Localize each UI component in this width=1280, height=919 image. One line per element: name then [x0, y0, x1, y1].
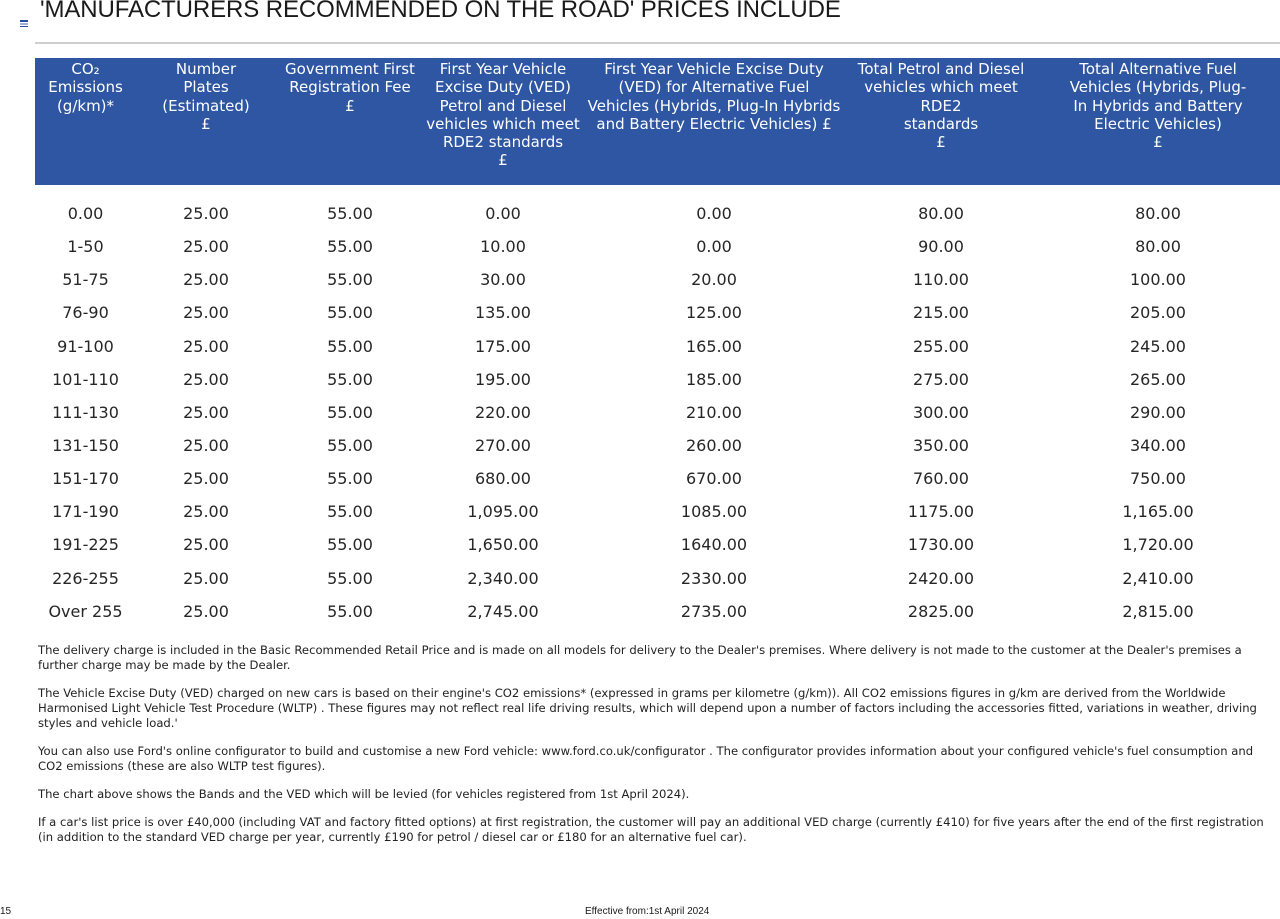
table-body [35, 185, 1280, 628]
table-row [35, 528, 1280, 561]
price-cell: 0.00 [485, 204, 521, 224]
column-header-line: £ [498, 151, 508, 170]
co2-band-cell: 226-255 [52, 568, 119, 588]
price-cell: 55.00 [327, 601, 373, 621]
column-header-line: Vehicles (Hybrids, Plug-In Hybrids [587, 96, 841, 115]
co2-band-cell: 191-225 [52, 535, 119, 555]
table-row [35, 296, 1280, 329]
price-cell: 275.00 [913, 369, 969, 389]
price-cell: 55.00 [327, 237, 373, 257]
page-number: 15 [0, 906, 12, 917]
column-header-line: Vehicles (Hybrids, Plug- [1069, 78, 1247, 97]
column-header [136, 58, 276, 185]
price-cell: 55.00 [327, 568, 373, 588]
price-cell: 2735.00 [680, 601, 748, 621]
price-cell: 255.00 [913, 336, 969, 356]
price-cell: 215.00 [913, 303, 969, 323]
price-cell: 260.00 [686, 436, 742, 456]
column-header-line: (Estimated) [162, 96, 250, 115]
price-cell: 80.00 [1135, 204, 1181, 224]
price-cell: 25.00 [183, 303, 229, 323]
price-cell: 25.00 [183, 270, 229, 290]
column-header-line: £ [345, 96, 355, 115]
price-cell: 55.00 [327, 204, 373, 224]
column-header-line: Excise Duty (VED) [435, 78, 571, 97]
effective-date: Effective from:1st April 2024 [585, 906, 710, 917]
price-cell: 2,745.00 [467, 601, 539, 621]
column-header-line: (g/km)* [56, 96, 115, 115]
price-cell: 195.00 [475, 369, 531, 389]
column-header-line: and Battery Electric Vehicles) £ [596, 114, 832, 133]
price-cell: 205.00 [1130, 303, 1186, 323]
co2-band-cell: 151-170 [52, 469, 119, 489]
price-cell: 1,720.00 [1122, 535, 1194, 555]
column-header-line: Total Alternative Fuel [1079, 60, 1237, 78]
column-header-line: Registration Fee [289, 78, 411, 97]
column-header-line: Government First [285, 60, 415, 78]
price-cell: 165.00 [686, 336, 742, 356]
price-cell: 10.00 [480, 237, 526, 257]
price-cell: 760.00 [913, 469, 969, 489]
price-cell: 30.00 [480, 270, 526, 290]
column-header-line: (VED) for Alternative Fuel [618, 78, 810, 97]
table-header-row [35, 58, 1280, 185]
co2-band-cell: 111-130 [52, 402, 119, 422]
column-header [424, 58, 582, 185]
column-header-line: CO₂ [71, 60, 100, 78]
table-row [35, 595, 1280, 628]
price-cell: 1640.00 [680, 535, 748, 555]
price-cell: 270.00 [475, 436, 531, 456]
price-cell: 210.00 [686, 402, 742, 422]
column-header-line: First Year Vehicle Excise Duty [604, 60, 824, 78]
co2-band-cell: 91-100 [57, 336, 114, 356]
price-cell: 2,340.00 [467, 568, 539, 588]
table-row [35, 495, 1280, 528]
column-header-line: In Hybrids and Battery [1073, 96, 1243, 115]
column-header-line: Petrol and Diesel [439, 96, 567, 115]
price-cell: 680.00 [475, 469, 531, 489]
co2-band-cell: 0.00 [67, 204, 104, 224]
note-paragraph: You can also use Ford's online configurator to build and customise a new Ford vehicle: www.ford.co.uk/configurator . The configurator provides information about your configured vehicle's fuel consumption and CO2 emissions (these are also WLTP test figures). [38, 744, 1254, 773]
price-cell: 1,650.00 [467, 535, 539, 555]
price-cell: 20.00 [691, 270, 737, 290]
ved-price-table [35, 58, 1280, 628]
price-cell: 25.00 [183, 535, 229, 555]
co2-band-cell: 51-75 [62, 270, 109, 290]
table-row [35, 462, 1280, 495]
price-cell: 2330.00 [680, 568, 748, 588]
table-row [35, 396, 1280, 429]
price-cell: 0.00 [696, 204, 732, 224]
co2-band-cell: 131-150 [52, 436, 119, 456]
column-header [1036, 58, 1280, 185]
column-header-line: £ [1153, 133, 1163, 152]
price-cell: 100.00 [1130, 270, 1186, 290]
column-header-line: Emissions [48, 78, 123, 97]
table-row [35, 429, 1280, 462]
price-cell: 55.00 [327, 535, 373, 555]
price-cell: 125.00 [686, 303, 742, 323]
column-header [582, 58, 846, 185]
column-header [276, 58, 424, 185]
co2-band-cell: 76-90 [62, 303, 109, 323]
column-header-line: £ [201, 114, 211, 133]
column-header-line: standards [903, 114, 979, 133]
price-cell: 135.00 [475, 303, 531, 323]
price-cell: 2,815.00 [1122, 601, 1194, 621]
price-cell: 110.00 [913, 270, 969, 290]
price-cell: 290.00 [1130, 402, 1186, 422]
table-row [35, 330, 1280, 363]
price-cell: 55.00 [327, 270, 373, 290]
price-cell: 750.00 [1130, 469, 1186, 489]
price-cell: 25.00 [183, 204, 229, 224]
co2-band-cell: 101-110 [52, 369, 119, 389]
price-cell: 25.00 [183, 469, 229, 489]
co2-band-cell: 171-190 [52, 502, 119, 522]
price-cell: 25.00 [183, 436, 229, 456]
price-cell: 25.00 [183, 237, 229, 257]
title-divider [35, 42, 1280, 44]
price-cell: 1730.00 [907, 535, 975, 555]
price-cell: 55.00 [327, 502, 373, 522]
note-paragraph: The Vehicle Excise Duty (VED) charged on new cars is based on their engine's CO2 emissions* (expressed in grams per kilometre (g/km)). All CO2 emissions figures in g/km are derived from the Worldwide Harmonised Light Vehicle Test Procedure (WLTP) . These figures may not reflect real life driving results, which will depend upon a number of factors including the accessories fitted, variations in weather, driving styles and vehicle load.' [38, 686, 1257, 730]
note-paragraph: The delivery charge is included in the Basic Recommended Retail Price and is made on all models for delivery to the Dealer's premises. Where delivery is not made to the customer at the Dealer's premises a further charge may be made by the Dealer. [38, 643, 1242, 672]
price-cell: 220.00 [475, 402, 531, 422]
price-cell: 55.00 [327, 369, 373, 389]
column-header-line: Electric Vehicles) [1094, 114, 1222, 133]
note-paragraph: If a car's list price is over £40,000 (including VAT and factory fitted options) at first registration, the customer will pay an additional VED charge (currently £410) for five years after the end of the first registration (in addition to the standard VED charge per year, currently £190 for petrol / diesel car or £180 for an alternative fuel car). [38, 815, 1264, 844]
column-header-line: RDE2 standards [442, 133, 564, 152]
note-paragraph: The chart above shows the Bands and the VED which will be levied (for vehicles registered from 1st April 2024). [38, 787, 690, 801]
price-cell: 2825.00 [907, 601, 975, 621]
price-cell: 25.00 [183, 502, 229, 522]
column-header [35, 58, 136, 185]
price-cell: 55.00 [327, 303, 373, 323]
notes-section [38, 643, 1274, 858]
price-cell: 670.00 [686, 469, 742, 489]
column-header-line: vehicles which meet [426, 114, 580, 133]
price-cell: 175.00 [475, 336, 531, 356]
table-row [35, 263, 1280, 296]
price-cell: 2,410.00 [1122, 568, 1194, 588]
price-cell: 55.00 [327, 336, 373, 356]
table-row [35, 562, 1280, 595]
price-cell: 1085.00 [680, 502, 748, 522]
column-header-line: Total Petrol and Diesel [857, 60, 1025, 78]
price-cell: 90.00 [918, 237, 964, 257]
price-cell: 55.00 [327, 469, 373, 489]
price-cell: 25.00 [183, 568, 229, 588]
price-cell: 25.00 [183, 336, 229, 356]
price-cell: 80.00 [1135, 237, 1181, 257]
price-cell: 80.00 [918, 204, 964, 224]
table-row [35, 363, 1280, 396]
price-cell: 1175.00 [907, 502, 975, 522]
co2-band-cell: 1-50 [67, 237, 104, 257]
price-cell: 350.00 [913, 436, 969, 456]
table-row [35, 197, 1280, 230]
price-cell: 265.00 [1130, 369, 1186, 389]
column-header-line: vehicles which meet RDE2 [864, 78, 1018, 115]
price-cell: 185.00 [686, 369, 742, 389]
price-cell: 2420.00 [907, 568, 975, 588]
page-title: 'MANUFACTURERS RECOMMENDED ON THE ROAD' PRICES INCLUDE [40, 0, 841, 23]
price-cell: 25.00 [183, 601, 229, 621]
column-header [846, 58, 1036, 185]
price-cell: 25.00 [183, 402, 229, 422]
price-cell: 1,095.00 [467, 502, 539, 522]
column-header-line: First Year Vehicle [439, 60, 567, 78]
co2-band-cell: Over 255 [48, 601, 123, 621]
price-cell: 245.00 [1130, 336, 1186, 356]
price-cell: 300.00 [913, 402, 969, 422]
column-header-line: Plates [183, 78, 229, 97]
price-cell: 25.00 [183, 369, 229, 389]
price-cell: 340.00 [1130, 436, 1186, 456]
price-cell: 55.00 [327, 402, 373, 422]
column-header-line: Number [175, 60, 237, 78]
table-row [35, 230, 1280, 263]
column-header-line: £ [936, 133, 946, 152]
price-cell: 0.00 [696, 237, 732, 257]
brand-flag-icon [20, 20, 28, 27]
price-cell: 1,165.00 [1122, 502, 1194, 522]
price-cell: 55.00 [327, 436, 373, 456]
